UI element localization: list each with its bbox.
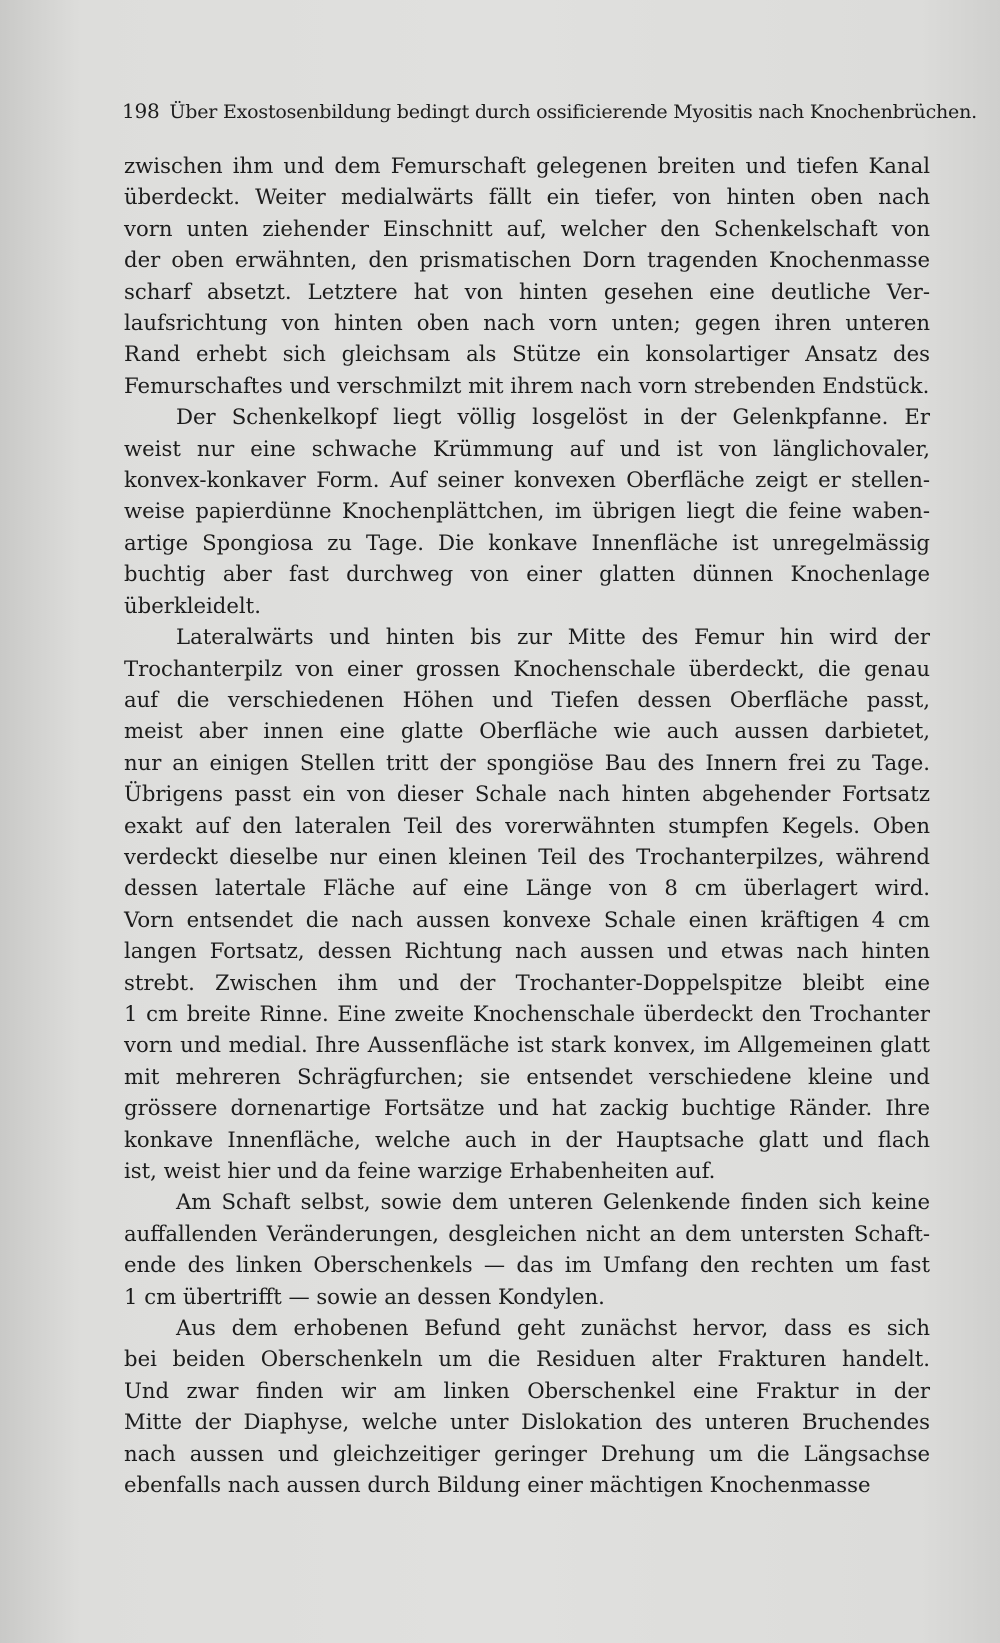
text-line: weise papierdünne Knochenplättchen, im übrigen liegt die feine waben-: [124, 498, 930, 524]
text-line: zwischen ihm und dem Femurschaft gelegenen breiten und tiefen Kanal: [124, 153, 930, 178]
running-title: Über Exostosenbildung bedingt durch ossificierende Myositis nach Knochenbrüchen.: [169, 101, 977, 123]
text-line: nur an einigen Stellen tritt der spongiöse Bau des Innern frei zu Tage.: [124, 749, 930, 775]
text-line: Am Schaft selbst, sowie dem unteren Gelenkende finden sich keine: [176, 1189, 930, 1215]
text-line: 1 cm übertrifft — sowie an dessen Kondylen.: [124, 1283, 605, 1309]
text-line: 1 cm breite Rinne. Eine zweite Knochenschale überdeckt den Trochanter: [124, 1000, 930, 1026]
text-line: nach aussen und gleichzeitiger geringer Drehung um die Längsachse: [124, 1440, 930, 1466]
text-line: Mitte der Diaphyse, welche unter Dislokation des unteren Bruchendes: [124, 1409, 930, 1435]
text-line: grössere dornenartige Fortsätze und hat zackig buchtige Ränder. Ihre: [124, 1095, 930, 1121]
text-line: Übrigens passt ein von dieser Schale nach hinten abgehender Fortsatz: [124, 781, 930, 807]
text-line: scharf absetzt. Letztere hat von hinten gesehen eine deutliche Ver-: [124, 278, 930, 304]
text-line: strebt. Zwischen ihm und der Trochanter-Doppelspitze bleibt eine: [124, 969, 930, 995]
text-line: auffallenden Veränderungen, desgleichen nicht an dem untersten Schaft-: [124, 1220, 930, 1246]
text-line: ist, weist hier und da feine warzige Erhabenheiten auf.: [124, 1158, 716, 1183]
text-line: Der Schenkelkopf liegt völlig losgelöst in der Gelenkpfanne. Er: [176, 404, 930, 430]
text-line: meist aber innen eine glatte Oberfläche wie auch aussen darbietet,: [124, 718, 930, 744]
text-line: überdeckt. Weiter medialwärts fällt ein tiefer, von hinten oben nach: [124, 184, 930, 210]
text-line: Vorn entsendet die nach aussen konvexe Schale einen kräftigen 4 cm: [124, 906, 930, 932]
text-line: dessen latertale Fläche auf eine Länge von 8 cm überlagert wird.: [124, 875, 930, 901]
text-line: auf die verschiedenen Höhen und Tiefen dessen Oberfläche passt,: [124, 686, 930, 712]
text-line: weist nur eine schwache Krümmung auf und ist von länglichovaler,: [124, 435, 930, 461]
text-line: Femurschaftes und verschmilzt mit ihrem nach vorn strebenden Endstück.: [124, 372, 930, 398]
text-line: verdeckt dieselbe nur einen kleinen Teil des Trochanterpilzes, während: [124, 843, 930, 869]
text-line: überkleidelt.: [124, 592, 261, 618]
text-line: langen Fortsatz, dessen Richtung nach aussen und etwas nach hinten: [124, 938, 930, 964]
text-line: konvex-konkaver Form. Auf seiner konvexen Oberfläche zeigt er stellen-: [124, 467, 930, 493]
paragraph: [124, 401, 930, 621]
text-line: exakt auf den lateralen Teil des vorerwähnten stumpfen Kegels. Oben: [124, 812, 930, 838]
text-line: Aus dem erhobenen Befund geht zunächst hervor, dass es sich: [176, 1315, 930, 1341]
paragraph: [124, 1186, 930, 1312]
text-line: laufsrichtung von hinten oben nach vorn unten; gegen ihren unteren: [124, 310, 930, 336]
text-line: Und zwar finden wir am linken Oberschenkel eine Fraktur in der: [124, 1377, 930, 1403]
running-head: [122, 99, 977, 123]
paragraph: [124, 1312, 930, 1500]
paragraph: [124, 621, 930, 1186]
body-text: [124, 150, 930, 1500]
text-line: der oben erwähnten, den prismatischen Dorn tragenden Knochenmasse: [124, 247, 930, 273]
text-line: Rand erhebt sich gleichsam als Stütze ein konsolartiger Ansatz des: [124, 341, 930, 367]
text-line: vorn und medial. Ihre Aussenfläche ist stark konvex, im Allgemeinen glatt: [124, 1032, 930, 1058]
text-line: konkave Innenfläche, welche auch in der Hauptsache glatt und flach: [124, 1126, 930, 1152]
text-line: buchtig aber fast durchweg von einer glatten dünnen Knochenlage: [124, 561, 930, 587]
text-line: bei beiden Oberschenkeln um die Residuen alter Frakturen handelt.: [124, 1346, 930, 1372]
text-line: Trochanterpilz von einer grossen Knochenschale überdeckt, die genau: [124, 655, 930, 681]
text-line: artige Spongiosa zu Tage. Die konkave Innenfläche ist unregelmässig: [124, 529, 930, 555]
page-number: 198: [122, 99, 160, 123]
paragraph: [124, 150, 930, 401]
text-line: mit mehreren Schrägfurchen; sie entsendet verschiedene kleine und: [124, 1063, 930, 1089]
text-line: ende des linken Oberschenkels — das im Umfang den rechten um fast: [124, 1252, 930, 1278]
text-line: vorn unten ziehender Einschnitt auf, welcher den Schenkelschaft von: [124, 215, 930, 241]
text-line: Lateralwärts und hinten bis zur Mitte des Femur hin wird der: [176, 624, 930, 650]
text-line: ebenfalls nach aussen durch Bildung einer mächtigen Knochenmasse: [124, 1472, 871, 1498]
